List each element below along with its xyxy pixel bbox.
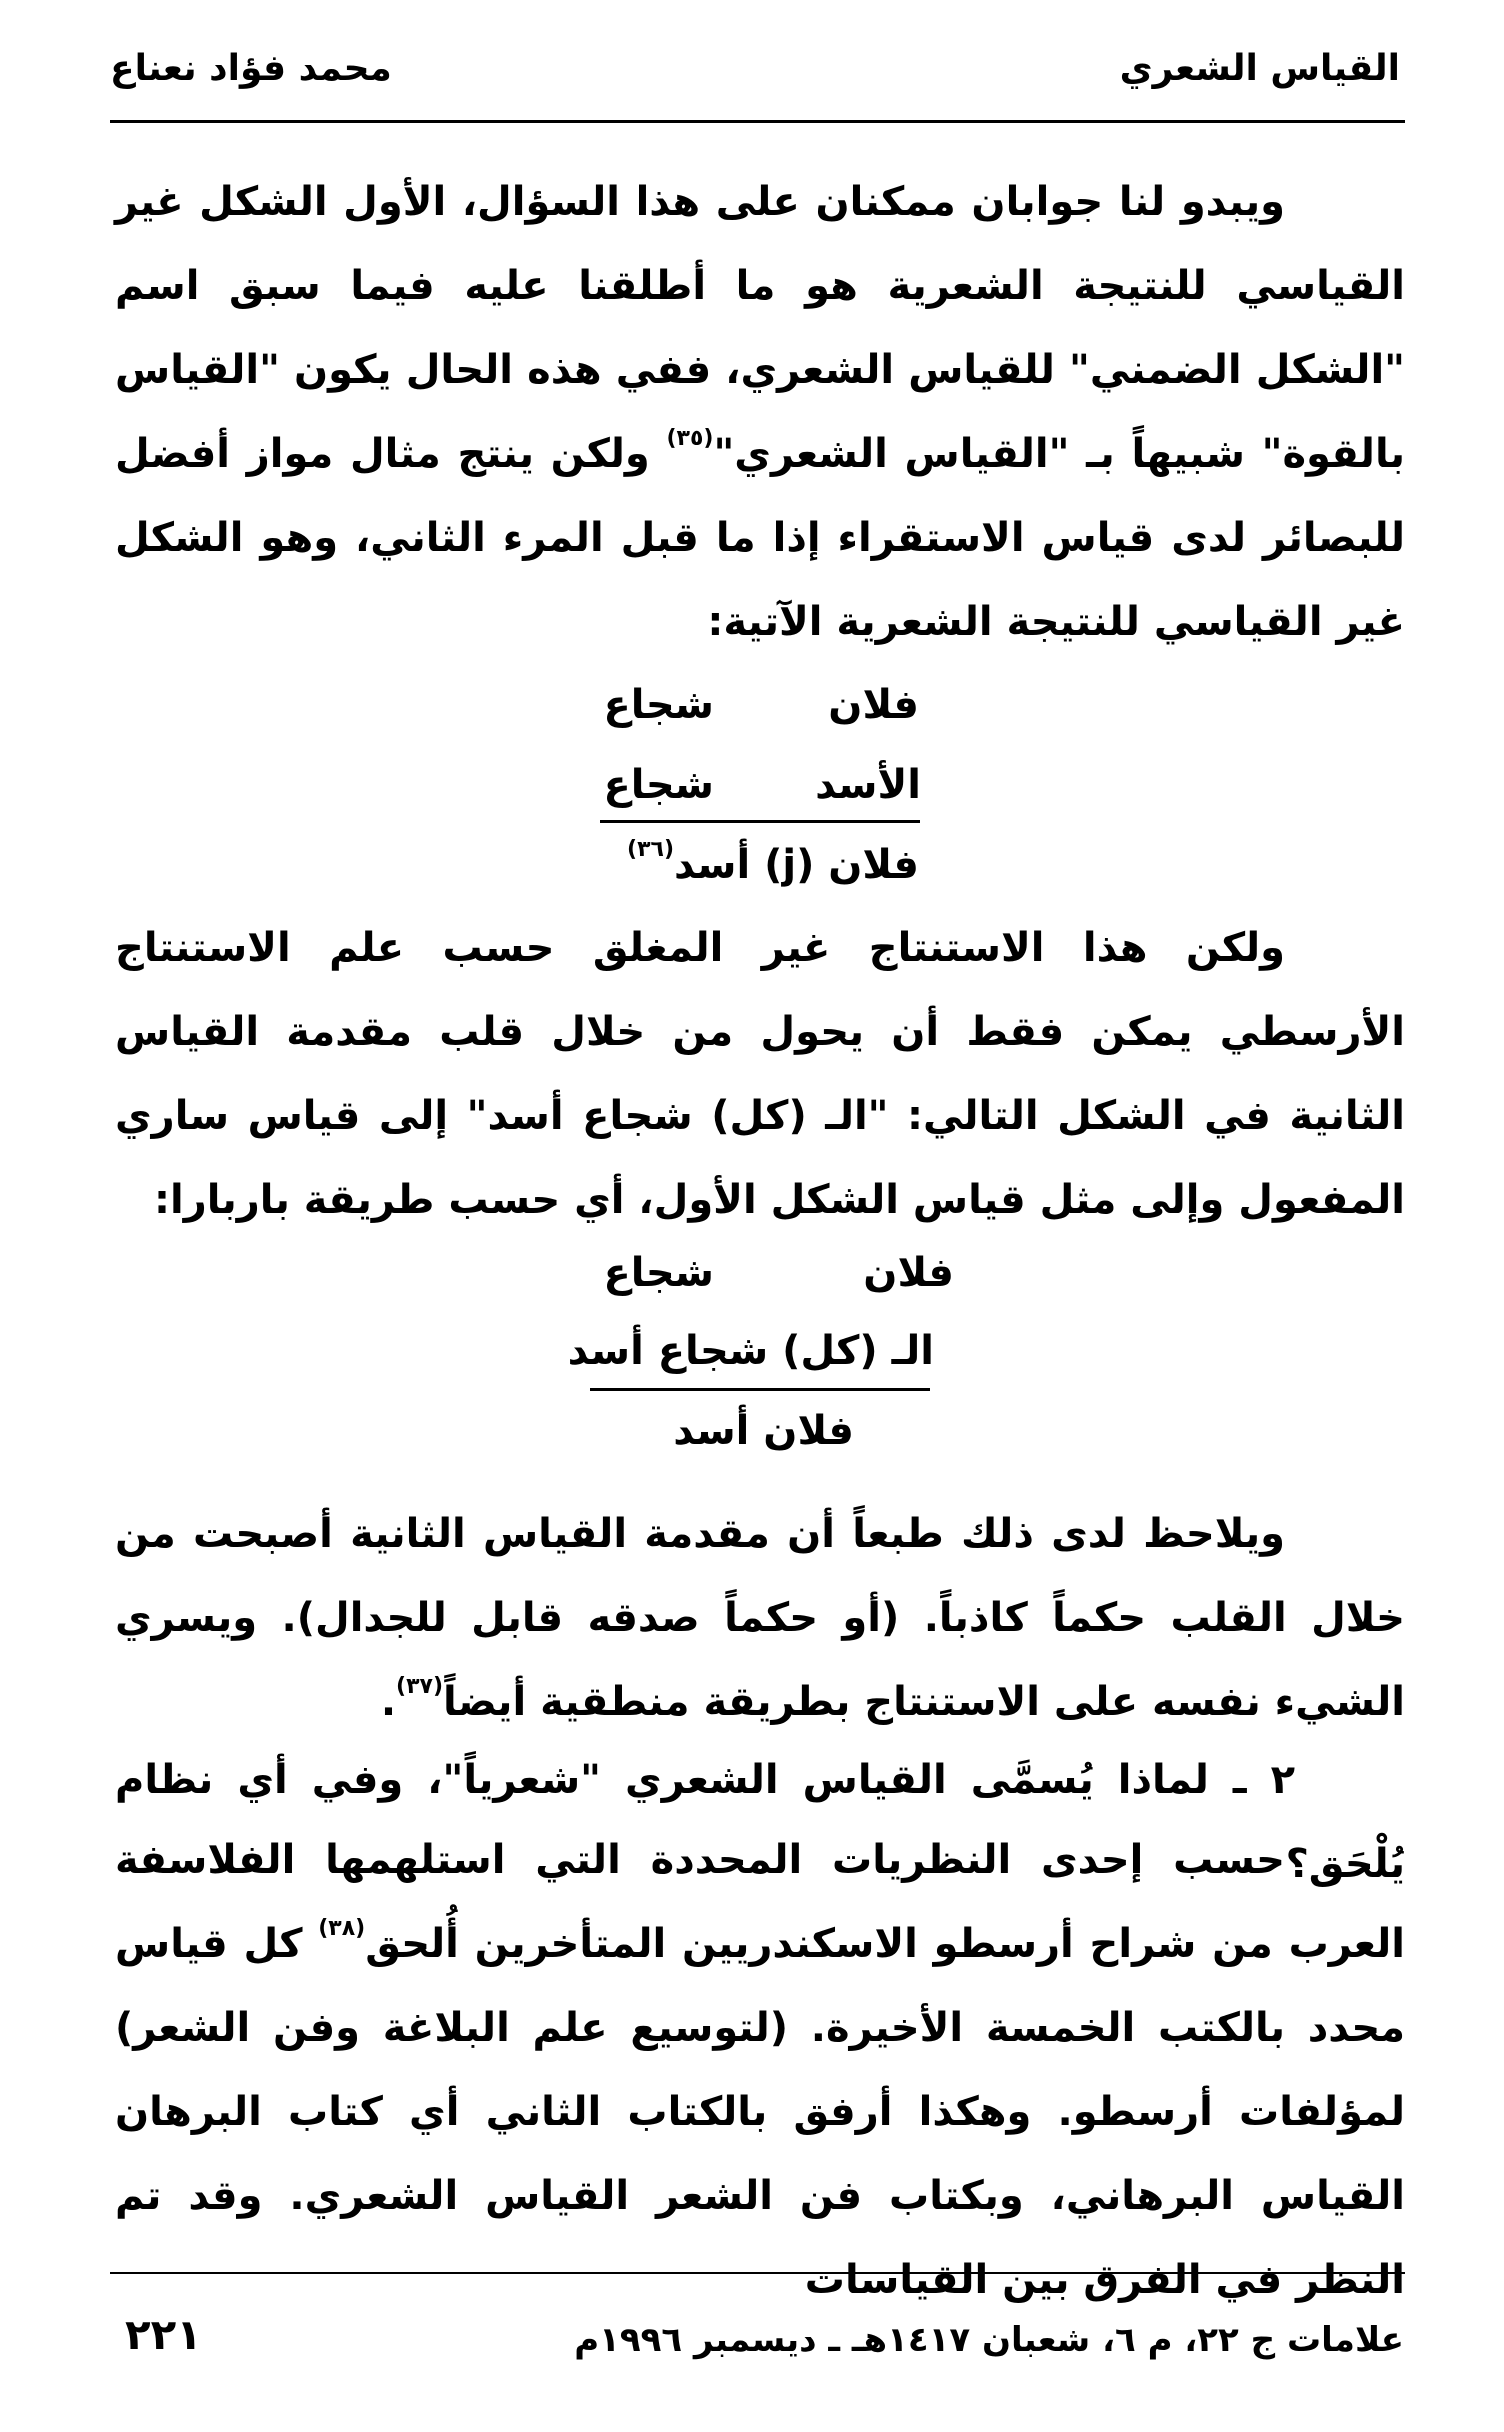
footer-rule	[110, 2272, 1405, 2274]
syllogism-2-premise2: الـ (كل) شجاع أسد	[567, 1328, 934, 1374]
syllogism-1-premise2-subject: الأسد	[815, 762, 921, 808]
syllogism-1-conclusion	[627, 837, 919, 888]
paragraph-2	[115, 906, 1405, 1242]
running-title: القياس الشعري	[1119, 48, 1400, 89]
running-head	[110, 48, 1400, 108]
footnote-ref-37: (٣٧)	[396, 1674, 443, 1699]
syllogism-1-premise2-predicate: شجاع	[603, 762, 714, 808]
running-author: محمد فؤاد نعناع	[110, 48, 392, 89]
header-rule	[110, 120, 1405, 123]
page-number: ٢٢١	[125, 2310, 202, 2359]
paragraph-5	[115, 1818, 1405, 2322]
syllogism-1-conclusion-text: فلان (j) أسد	[674, 842, 919, 888]
paragraph-1-text-b: ولكن ينتج مثال مواز أفضل للبصائر لدى قياس الاستقراء إذا ما قبل المرء الثاني، وهو الشكل غير القياسي للنتيجة الشعرية الآتية:	[115, 431, 1405, 645]
footnote-ref-36: (٣٦)	[627, 837, 674, 862]
syllogism-2	[0, 1250, 1504, 1490]
paragraph-3	[115, 1492, 1405, 1744]
syllogism-2-premise1-subject: فلان	[863, 1250, 954, 1296]
syllogism-1	[0, 670, 1504, 910]
section-heading-text: ٢ ـ لماذا يُسمَّى القياس الشعري "شعرياً"، وفي أي نظام يُلْحَق؟	[115, 1757, 1405, 1887]
syllogism-1-rule	[600, 820, 920, 823]
paragraph-1	[115, 160, 1405, 664]
paragraph-3-text-a: ويلاحظ لدى ذلك طبعاً أن مقدمة القياس الثانية أصبحت من خلال القلب حكماً كاذباً. (أو حكماً صدقه قابل للجدال). ويسري الشيء نفسه على الاستنتاج بطريقة منطقية أيضاً	[115, 1511, 1405, 1725]
paragraph-5-text-b: كل قياس محدد بالكتب الخمسة الأخيرة. (لتوسيع علم البلاغة وفن الشعر) لمؤلفات أرسطو. وهكذا أرفق بالكتاب الثاني أي كتاب البرهان القياس البرهاني، وبكتاب فن الشعر القياس الشعري. وقد تم النظر في الفرق بين القياسات	[115, 1921, 1405, 2303]
footnote-ref-38: (٣٨)	[318, 1916, 366, 1941]
syllogism-1-premise1-predicate: شجاع	[603, 682, 714, 728]
journal-citation: علامات ج ٢٢، م ٦، شعبان ١٤١٧هـ ـ ديسمبر ١٩٩٦م	[574, 2320, 1404, 2360]
syllogism-1-premise1-subject: فلان	[828, 682, 919, 728]
paragraph-1-text-a: ويبدو لنا جوابان ممكنان على هذا السؤال، الأول الشكل غير القياسي للنتيجة الشعرية هو ما أطلقنا عليه فيما سبق اسم "الشكل الضمني" للقياس الشعري، ففي هذه الحال يكون "القياس بالقوة" شبيهاً بـ "القياس الشعري"	[115, 179, 1405, 477]
paragraph-2-text: ولكن هذا الاستنتاج غير المغلق حسب علم الاستنتاج الأرسطي يمكن فقط أن يحول من خلال قلب مقدمة القياس الثانية في الشكل التالي: "الـ (كل) شجاع أسد" إلى قياس ساري المفعول وإلى مثل قياس الشكل الأول، أي حسب طريقة باربارا:	[115, 925, 1405, 1223]
paragraph-5-text-a: حسب إحدى النظريات المحددة التي استلهمها الفلاسفة العرب من شراح أرسطو الاسكندريين المتأخرين أُلحق	[115, 1837, 1405, 1967]
syllogism-2-rule	[590, 1388, 930, 1391]
paragraph-3-text-b: .	[380, 1679, 397, 1725]
footnote-ref-35: (٣٥)	[666, 426, 714, 451]
syllogism-2-premise1-predicate: شجاع	[603, 1250, 714, 1296]
syllogism-2-conclusion: فلان أسد	[673, 1408, 854, 1454]
